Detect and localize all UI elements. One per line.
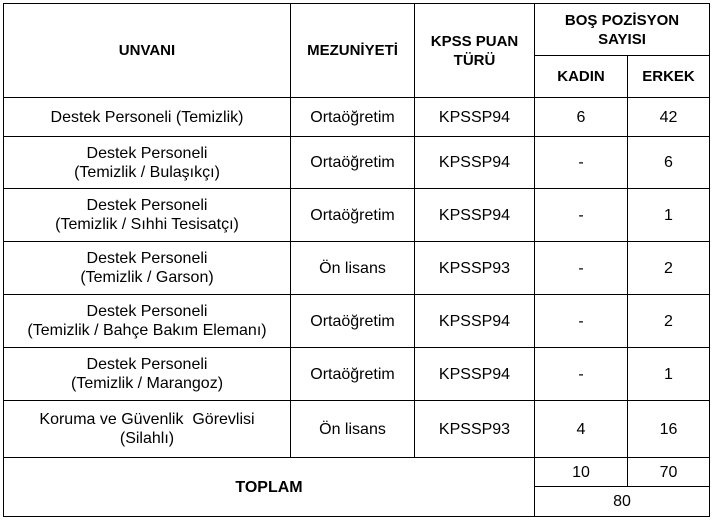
kadin-cell: 6	[535, 98, 628, 137]
mezuniyet-cell: Ortaöğretim	[291, 137, 415, 189]
mezuniyet-cell: Ön lisans	[291, 401, 415, 458]
erkek-cell: 6	[628, 137, 710, 189]
kadin-cell: -	[535, 295, 628, 348]
kpss-cell: KPSSP94	[415, 348, 535, 401]
header-kpss-puan-turu: KPSS PUAN TÜRÜ	[415, 4, 535, 98]
unvan-cell: Destek Personeli (Temizlik / Bahçe Bakım Elemanı)	[4, 295, 291, 348]
header-mezuniyeti: MEZUNİYETİ	[291, 4, 415, 98]
grand-total: 80	[535, 487, 710, 517]
table-row	[4, 401, 710, 458]
total-erkek: 70	[628, 458, 710, 487]
header-unvani: UNVANI	[4, 4, 291, 98]
kadin-cell: -	[535, 137, 628, 189]
mezuniyet-cell: Ortaöğretim	[291, 98, 415, 137]
table-row	[4, 295, 710, 348]
erkek-cell: 1	[628, 189, 710, 242]
table-row	[4, 348, 710, 401]
table-row	[4, 98, 710, 137]
total-row	[4, 458, 710, 487]
unvan-cell: Koruma ve Güvenlik Görevlisi (Silahlı)	[4, 401, 291, 458]
kadin-cell: -	[535, 242, 628, 295]
unvan-cell: Destek Personeli (Temizlik / Garson)	[4, 242, 291, 295]
table-row	[4, 189, 710, 242]
erkek-cell: 1	[628, 348, 710, 401]
mezuniyet-cell: Ön lisans	[291, 242, 415, 295]
header-kadin: KADIN	[535, 56, 628, 98]
erkek-cell: 16	[628, 401, 710, 458]
total-kadin: 10	[535, 458, 628, 487]
table-row	[4, 137, 710, 189]
header-erkek: ERKEK	[628, 56, 710, 98]
erkek-cell: 2	[628, 295, 710, 348]
total-label: TOPLAM	[4, 458, 535, 517]
unvan-cell: Destek Personeli (Temizlik / Marangoz)	[4, 348, 291, 401]
erkek-cell: 42	[628, 98, 710, 137]
kpss-cell: KPSSP94	[415, 295, 535, 348]
kpss-cell: KPSSP94	[415, 189, 535, 242]
kpss-cell: KPSSP94	[415, 137, 535, 189]
kadin-cell: -	[535, 348, 628, 401]
unvan-cell: Destek Personeli (Temizlik)	[4, 98, 291, 137]
erkek-cell: 2	[628, 242, 710, 295]
kadin-cell: 4	[535, 401, 628, 458]
mezuniyet-cell: Ortaöğretim	[291, 189, 415, 242]
header-bos-pozisyon-sayisi: BOŞ POZİSYON SAYISI	[535, 4, 710, 56]
kpss-cell: KPSSP93	[415, 401, 535, 458]
unvan-cell: Destek Personeli (Temizlik / Sıhhi Tesisatçı)	[4, 189, 291, 242]
positions-table	[3, 3, 710, 517]
mezuniyet-cell: Ortaöğretim	[291, 348, 415, 401]
kpss-cell: KPSSP94	[415, 98, 535, 137]
mezuniyet-cell: Ortaöğretim	[291, 295, 415, 348]
unvan-cell: Destek Personeli (Temizlik / Bulaşıkçı)	[4, 137, 291, 189]
kpss-cell: KPSSP93	[415, 242, 535, 295]
table-row	[4, 242, 710, 295]
kadin-cell: -	[535, 189, 628, 242]
header-row	[4, 4, 710, 56]
